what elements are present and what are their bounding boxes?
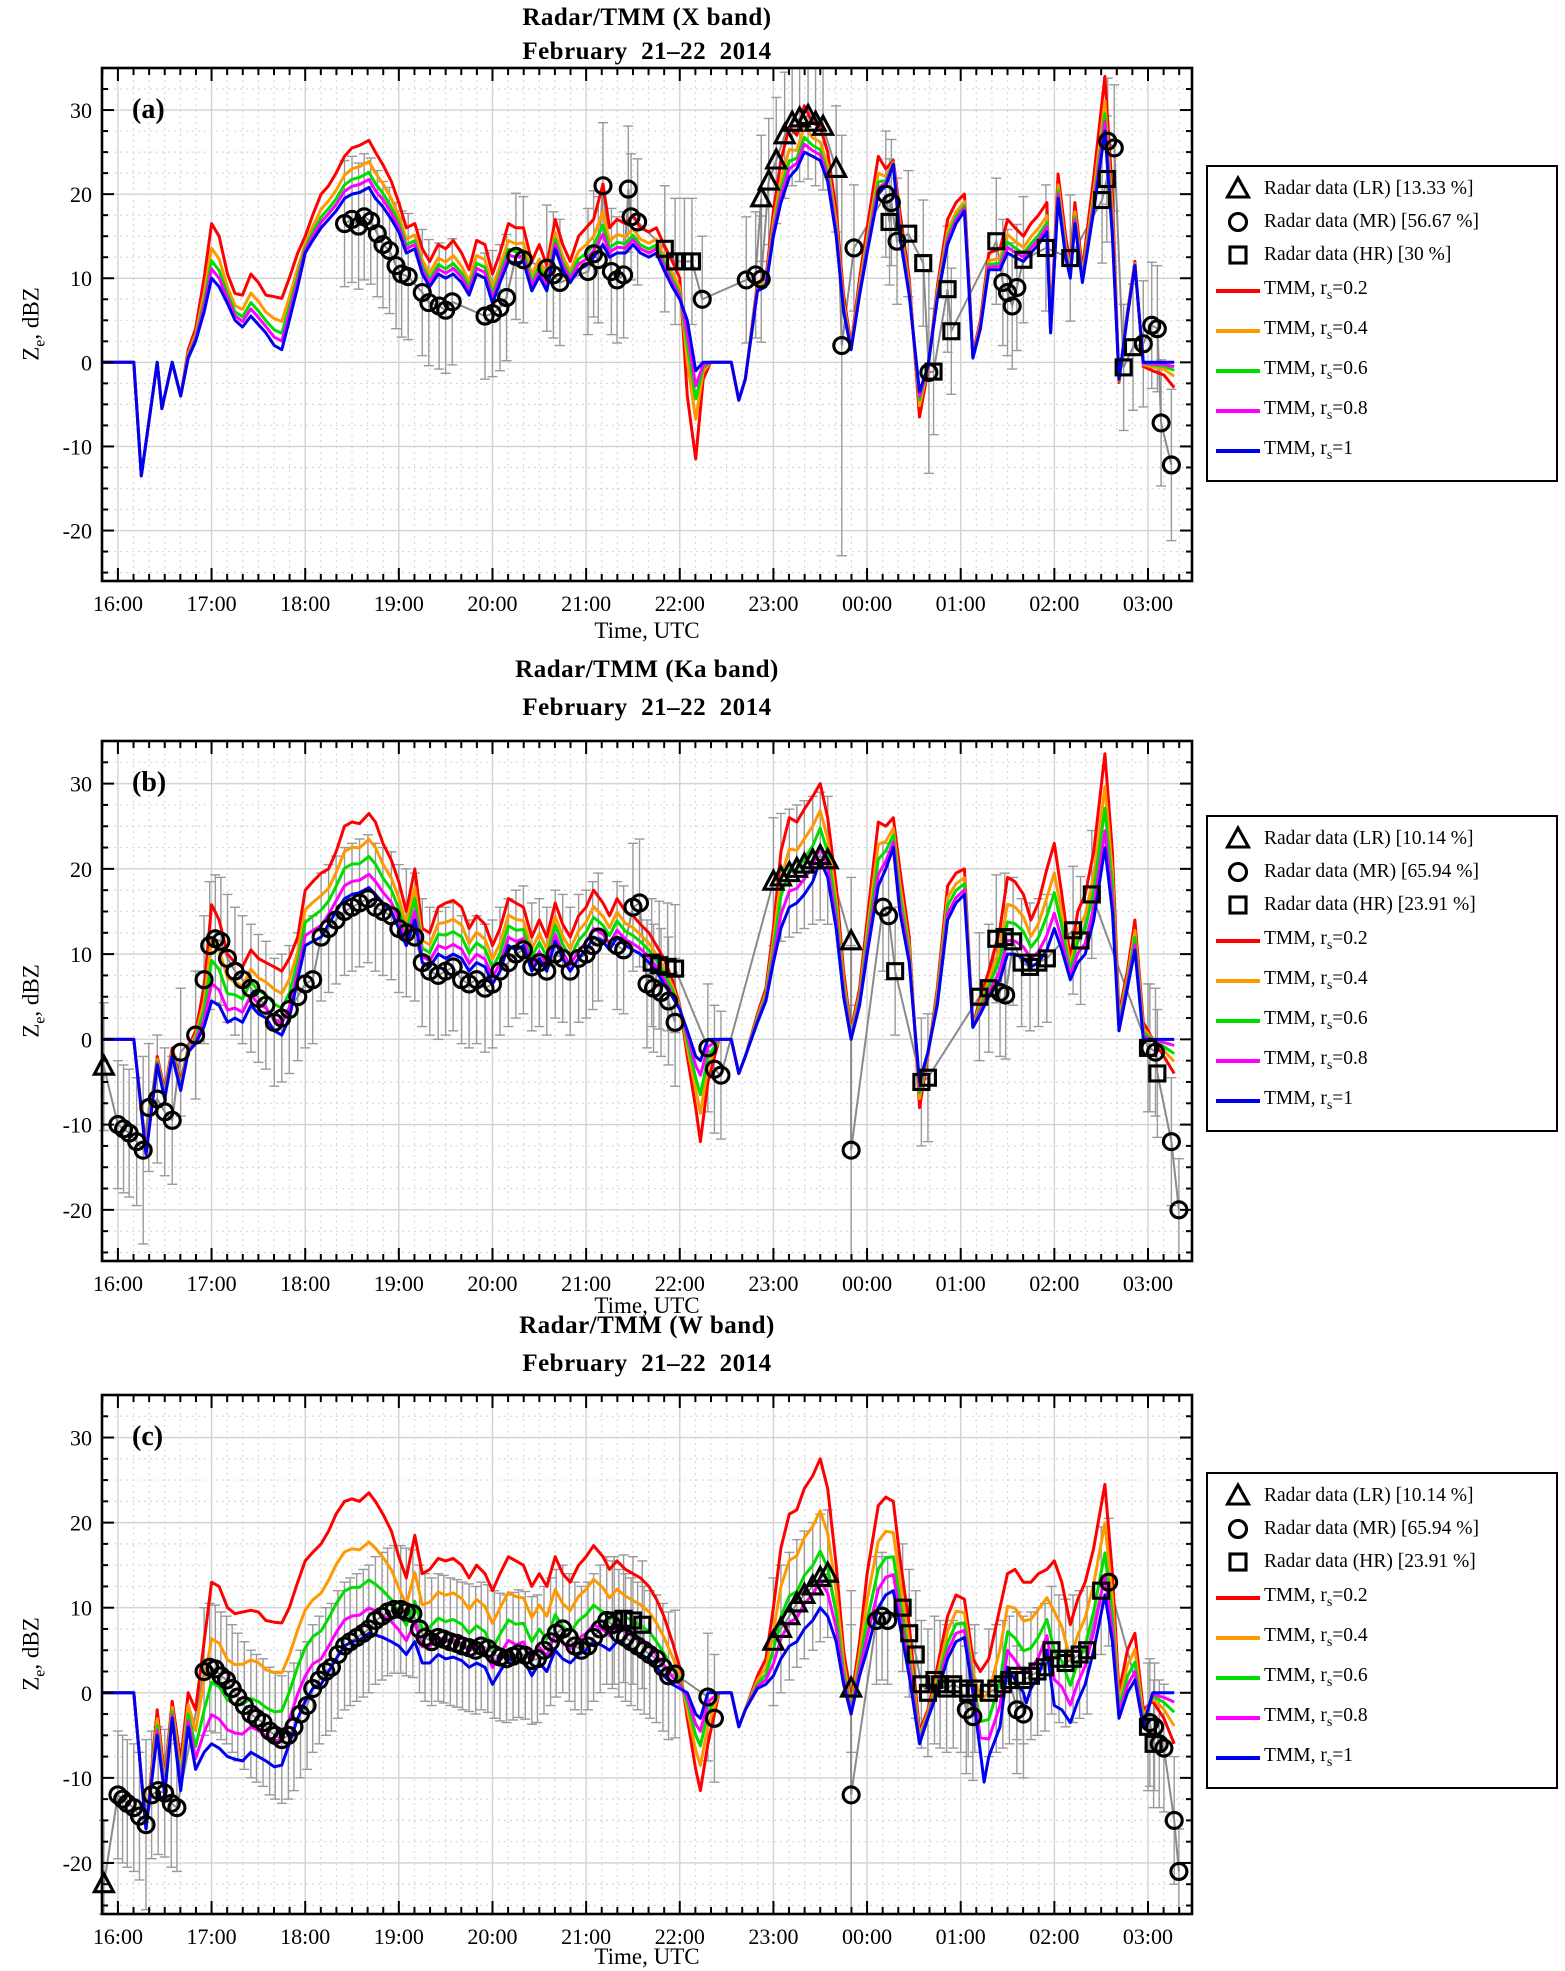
legend-item-tmm-rs-0.2 (1212, 1578, 1548, 1618)
line-swatch-icon (1215, 1633, 1261, 1643)
x-tick-label: 22:00 (654, 591, 705, 616)
y-tick-label: 20 (70, 182, 92, 208)
legend-item-radar-circle (1212, 205, 1548, 238)
legend-label: TMM, $r_s=0.8$ (1264, 398, 1368, 423)
y-tick-label: -10 (62, 1765, 92, 1791)
line-swatch-icon (1215, 976, 1261, 986)
y-tick-label: 30 (70, 1425, 92, 1451)
square-icon (1221, 891, 1255, 919)
x-tick-label: 22:00 (654, 1271, 705, 1296)
legend-label: Radar data (MR) [65.94 %] (1264, 1517, 1479, 1539)
legend-label: TMM, $r_s=0.4$ (1264, 968, 1368, 993)
legend-item-radar-triangle (1212, 172, 1548, 205)
x-tick-label: 20:00 (467, 1271, 518, 1296)
legend-item-tmm-rs-1 (1212, 1081, 1548, 1121)
x-tick-label: 02:00 (1029, 591, 1080, 616)
line-swatch-icon (1215, 406, 1261, 416)
legend-label: TMM, $r_s=0.2$ (1264, 928, 1368, 953)
y-tick-label: 30 (70, 771, 92, 797)
legend-label: TMM, $r_s=0.6$ (1264, 358, 1368, 383)
x-tick-label: 16:00 (92, 591, 143, 616)
panel-a-legend (1206, 165, 1558, 482)
legend-label: TMM, $r_s=0.8$ (1264, 1705, 1368, 1730)
x-tick-label: 03:00 (1122, 1271, 1174, 1296)
line-swatch-icon (1215, 1593, 1261, 1603)
x-tick-label: 02:00 (1029, 1271, 1080, 1296)
x-tick-label: 18:00 (280, 1924, 331, 1949)
legend-label: TMM, $r_s=1$ (1264, 1745, 1354, 1770)
line-swatch-icon (1215, 366, 1261, 376)
x-tick-label: 03:00 (1122, 1924, 1174, 1949)
legend-label: TMM, $r_s=0.4$ (1264, 1625, 1368, 1650)
x-tick-label: 17:00 (186, 1924, 237, 1949)
panel-b-y-axis-label: $Z_e$, dBZ (18, 964, 49, 1038)
legend-item-tmm-rs-0.8 (1212, 1041, 1548, 1081)
legend-item-radar-triangle (1212, 1479, 1548, 1512)
y-tick-label: 0 (81, 1027, 92, 1053)
line-swatch-icon (1215, 1713, 1261, 1723)
panel-c-x-axis-label: Time, UTC (594, 1944, 700, 1969)
legend-item-tmm-rs-0.4 (1212, 961, 1548, 1001)
x-tick-label: 01:00 (935, 591, 986, 616)
legend-label: TMM, $r_s=0.6$ (1264, 1665, 1368, 1690)
panel-a-subtitle: February 21–22 2014 (522, 38, 772, 65)
legend-label: Radar data (LR) [13.33 %] (1264, 177, 1474, 199)
x-tick-label: 16:00 (92, 1271, 143, 1296)
legend-item-tmm-rs-1 (1212, 1738, 1548, 1778)
legend-label: Radar data (MR) [65.94 %] (1264, 860, 1479, 882)
x-tick-label: 19:00 (373, 1271, 424, 1296)
panel-b-plot-area (62, 741, 1192, 1296)
x-tick-label: 18:00 (280, 1271, 331, 1296)
line-swatch-icon (1215, 326, 1261, 336)
panel-c-subtitle: February 21–22 2014 (522, 1350, 772, 1377)
legend-item-tmm-rs-0.6 (1212, 351, 1548, 391)
x-tick-label: 21:00 (561, 591, 612, 616)
legend-item-tmm-rs-0.6 (1212, 1658, 1548, 1698)
x-tick-label: 00:00 (841, 1271, 893, 1296)
line-swatch-icon (1215, 936, 1261, 946)
legend-item-radar-square (1212, 238, 1548, 271)
x-tick-label: 18:00 (280, 591, 331, 616)
y-tick-label: 10 (70, 942, 92, 968)
x-tick-label: 21:00 (561, 1924, 612, 1949)
x-tick-label: 17:00 (186, 591, 237, 616)
y-tick-label: 10 (70, 266, 92, 292)
x-tick-label: 00:00 (841, 591, 893, 616)
y-tick-label: 20 (70, 856, 92, 882)
legend-item-radar-circle (1212, 855, 1548, 888)
circle-icon (1221, 858, 1255, 886)
panel-letter: (b) (132, 767, 167, 798)
y-tick-label: -10 (62, 1112, 92, 1138)
y-tick-label: 0 (81, 1680, 92, 1706)
legend-item-radar-square (1212, 888, 1548, 921)
legend-item-tmm-rs-0.2 (1212, 271, 1548, 311)
x-tick-label: 20:00 (467, 1924, 518, 1949)
legend-label: TMM, $r_s=1$ (1264, 1088, 1354, 1113)
panel-c-y-axis-label: $Z_e$, dBZ (18, 1617, 49, 1691)
line-swatch-icon (1215, 1753, 1261, 1763)
line-swatch-icon (1215, 1673, 1261, 1683)
legend-label: TMM, $r_s=0.2$ (1264, 278, 1368, 303)
x-tick-label: 01:00 (935, 1271, 986, 1296)
legend-label: TMM, $r_s=1$ (1264, 438, 1354, 463)
panel-c-plot-area (62, 1395, 1192, 1949)
line-swatch-icon (1215, 286, 1261, 296)
legend-label: Radar data (HR) [23.91 %] (1264, 893, 1476, 915)
x-tick-label: 17:00 (186, 1271, 237, 1296)
panel-c-legend (1206, 1472, 1558, 1789)
panel-b-title: Radar/TMM (Ka band) (515, 656, 779, 683)
triangle-icon (1221, 175, 1255, 203)
legend-item-tmm-rs-0.6 (1212, 1001, 1548, 1041)
x-tick-label: 19:00 (373, 591, 424, 616)
line-swatch-icon (1215, 1096, 1261, 1106)
legend-label: TMM, $r_s=0.4$ (1264, 318, 1368, 343)
x-tick-label: 23:00 (748, 1271, 799, 1296)
legend-item-tmm-rs-0.4 (1212, 311, 1548, 351)
x-tick-label: 21:00 (561, 1271, 612, 1296)
panel-b-legend (1206, 815, 1558, 1132)
panel-b-subtitle: February 21–22 2014 (522, 694, 772, 721)
x-tick-label: 19:00 (373, 1924, 424, 1949)
x-tick-label: 02:00 (1029, 1924, 1080, 1949)
square-icon (1221, 1548, 1255, 1576)
circle-icon (1221, 208, 1255, 236)
line-swatch-icon (1215, 1056, 1261, 1066)
y-tick-label: -20 (62, 1197, 92, 1223)
triangle-icon (1221, 1482, 1255, 1510)
legend-label: TMM, $r_s=0.6$ (1264, 1008, 1368, 1033)
legend-label: Radar data (LR) [10.14 %] (1264, 1484, 1474, 1506)
legend-item-tmm-rs-0.8 (1212, 1698, 1548, 1738)
axis-box (102, 1395, 1192, 1914)
legend-item-radar-circle (1212, 1512, 1548, 1545)
legend-item-tmm-rs-0.2 (1212, 921, 1548, 961)
panel-letter: (a) (132, 94, 165, 125)
panel-a-title: Radar/TMM (X band) (522, 4, 772, 31)
panel-b-x-axis-label: Time, UTC (594, 1293, 700, 1318)
x-tick-label: 23:00 (748, 591, 799, 616)
legend-item-radar-triangle (1212, 822, 1548, 855)
x-tick-label: 16:00 (92, 1924, 143, 1949)
panel-c-title: Radar/TMM (W band) (519, 1312, 775, 1339)
y-tick-label: -10 (62, 434, 92, 460)
panel-a-plot-area (62, 68, 1192, 616)
line-swatch-icon (1215, 446, 1261, 456)
y-tick-label: 0 (81, 350, 92, 376)
triangle-icon (1221, 825, 1255, 853)
panel-letter: (c) (132, 1421, 164, 1452)
x-tick-label: 00:00 (841, 1924, 893, 1949)
y-tick-label: 10 (70, 1595, 92, 1621)
line-swatch-icon (1215, 1016, 1261, 1026)
panel-a-y-axis-label: $Z_e$, dBZ (18, 287, 49, 361)
x-tick-label: 03:00 (1122, 591, 1174, 616)
y-tick-label: -20 (62, 1850, 92, 1876)
panel-a-x-axis-label: Time, UTC (594, 618, 700, 643)
square-icon (1221, 241, 1255, 269)
legend-item-tmm-rs-0.4 (1212, 1618, 1548, 1658)
legend-label: TMM, $r_s=0.2$ (1264, 1585, 1368, 1610)
legend-item-tmm-rs-0.8 (1212, 391, 1548, 431)
legend-item-radar-square (1212, 1545, 1548, 1578)
x-tick-label: 23:00 (748, 1924, 799, 1949)
y-tick-label: 30 (70, 98, 92, 124)
x-tick-label: 22:00 (654, 1924, 705, 1949)
legend-label: Radar data (HR) [30 %] (1264, 243, 1452, 265)
legend-label: Radar data (LR) [10.14 %] (1264, 827, 1474, 849)
y-tick-label: -20 (62, 518, 92, 544)
circle-icon (1221, 1515, 1255, 1543)
x-tick-label: 20:00 (467, 591, 518, 616)
legend-label: TMM, $r_s=0.8$ (1264, 1048, 1368, 1073)
legend-label: Radar data (MR) [56.67 %] (1264, 210, 1479, 232)
y-tick-label: 20 (70, 1510, 92, 1536)
legend-label: Radar data (HR) [23.91 %] (1264, 1550, 1476, 1572)
legend-item-tmm-rs-1 (1212, 431, 1548, 471)
x-tick-label: 01:00 (935, 1924, 986, 1949)
